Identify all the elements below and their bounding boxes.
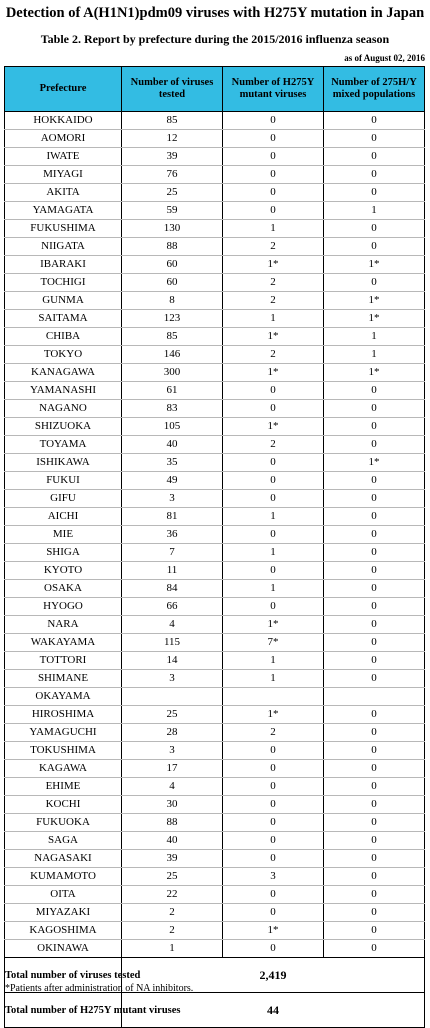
cell-mixed-populations: 0 [324, 832, 425, 850]
cell-prefecture: NAGANO [5, 400, 122, 418]
cell-mixed-populations: 1* [324, 454, 425, 472]
table-row [5, 922, 425, 940]
cell-viruses-tested: 115 [122, 634, 223, 652]
cell-viruses-tested: 25 [122, 706, 223, 724]
cell-viruses-tested: 40 [122, 832, 223, 850]
cell-prefecture: OSAKA [5, 580, 122, 598]
cell-mixed-populations: 0 [324, 634, 425, 652]
cell-viruses-tested: 85 [122, 112, 223, 130]
cell-viruses-tested: 3 [122, 742, 223, 760]
cell-viruses-tested: 11 [122, 562, 223, 580]
cell-h275y-mutant: 0 [223, 796, 324, 814]
cell-mixed-populations: 0 [324, 148, 425, 166]
table-row [5, 472, 425, 490]
cell-h275y-mutant: 0 [223, 940, 324, 958]
table-row [5, 652, 425, 670]
table-row [5, 166, 425, 184]
cell-viruses-tested: 81 [122, 508, 223, 526]
cell-mixed-populations: 0 [324, 814, 425, 832]
cell-prefecture: YAMANASHI [5, 382, 122, 400]
cell-mixed-populations: 0 [324, 526, 425, 544]
cell-viruses-tested: 30 [122, 796, 223, 814]
cell-h275y-mutant: 2 [223, 274, 324, 292]
cell-mixed-populations: 0 [324, 616, 425, 634]
cell-h275y-mutant: 0 [223, 526, 324, 544]
cell-viruses-tested: 40 [122, 436, 223, 454]
cell-viruses-tested: 300 [122, 364, 223, 382]
cell-h275y-mutant: 2 [223, 346, 324, 364]
table-row [5, 220, 425, 238]
cell-viruses-tested: 60 [122, 274, 223, 292]
cell-h275y-mutant: 0 [223, 760, 324, 778]
table-row [5, 868, 425, 886]
table-row [5, 580, 425, 598]
cell-mixed-populations: 0 [324, 130, 425, 148]
cell-viruses-tested: 4 [122, 616, 223, 634]
cell-viruses-tested: 22 [122, 886, 223, 904]
table-row [5, 904, 425, 922]
cell-prefecture: TOKUSHIMA [5, 742, 122, 760]
table-row [5, 292, 425, 310]
table-row [5, 364, 425, 382]
cell-h275y-mutant: 0 [223, 400, 324, 418]
table-row [5, 328, 425, 346]
total-mutant-value: 44 [122, 993, 425, 1028]
cell-h275y-mutant: 1 [223, 580, 324, 598]
header-h275y-mutant: Number of H275Y mutant viruses [223, 67, 324, 112]
cell-mixed-populations: 0 [324, 490, 425, 508]
cell-h275y-mutant: 1* [223, 256, 324, 274]
table-row [5, 490, 425, 508]
cell-viruses-tested: 105 [122, 418, 223, 436]
cell-viruses-tested: 66 [122, 598, 223, 616]
cell-prefecture: TOTTORI [5, 652, 122, 670]
cell-h275y-mutant: 0 [223, 886, 324, 904]
cell-prefecture: TOYAMA [5, 436, 122, 454]
header-mixed-populations: Number of 275H/Y mixed populations [324, 67, 425, 112]
cell-viruses-tested: 123 [122, 310, 223, 328]
cell-h275y-mutant: 0 [223, 166, 324, 184]
cell-prefecture: CHIBA [5, 328, 122, 346]
cell-mixed-populations: 1 [324, 328, 425, 346]
cell-mixed-populations: 0 [324, 508, 425, 526]
cell-prefecture: TOKYO [5, 346, 122, 364]
cell-mixed-populations: 0 [324, 418, 425, 436]
total-mutant-row [5, 993, 425, 1028]
cell-prefecture: SHIZUOKA [5, 418, 122, 436]
table-row [5, 814, 425, 832]
cell-viruses-tested: 12 [122, 130, 223, 148]
cell-prefecture: OKAYAMA [5, 688, 122, 706]
cell-h275y-mutant: 0 [223, 778, 324, 796]
cell-mixed-populations: 0 [324, 652, 425, 670]
cell-prefecture: KAGAWA [5, 760, 122, 778]
cell-h275y-mutant: 0 [223, 562, 324, 580]
table-row [5, 544, 425, 562]
table-body [5, 112, 425, 958]
table-row [5, 436, 425, 454]
cell-h275y-mutant: 1* [223, 364, 324, 382]
cell-mixed-populations: 0 [324, 184, 425, 202]
cell-viruses-tested: 17 [122, 760, 223, 778]
cell-prefecture: IBARAKI [5, 256, 122, 274]
table-header [5, 67, 425, 112]
cell-viruses-tested: 28 [122, 724, 223, 742]
cell-h275y-mutant: 1* [223, 616, 324, 634]
cell-mixed-populations: 0 [324, 868, 425, 886]
cell-prefecture: GUNMA [5, 292, 122, 310]
table-row [5, 742, 425, 760]
table-row [5, 886, 425, 904]
cell-mixed-populations: 0 [324, 472, 425, 490]
cell-mixed-populations: 0 [324, 796, 425, 814]
table-row [5, 256, 425, 274]
table-subtitle: Table 2. Report by prefecture during the 2015/2016 influenza season [40, 32, 390, 46]
cell-h275y-mutant: 0 [223, 382, 324, 400]
cell-mixed-populations: 0 [324, 760, 425, 778]
cell-mixed-populations: 0 [324, 274, 425, 292]
cell-prefecture: AKITA [5, 184, 122, 202]
cell-h275y-mutant: 0 [223, 454, 324, 472]
cell-prefecture: SAGA [5, 832, 122, 850]
cell-prefecture: AICHI [5, 508, 122, 526]
header-row [5, 67, 425, 112]
total-tested-value: 2,419 [122, 958, 425, 993]
cell-prefecture: IWATE [5, 148, 122, 166]
cell-prefecture: ISHIKAWA [5, 454, 122, 472]
cell-viruses-tested [122, 688, 223, 706]
cell-prefecture: KANAGAWA [5, 364, 122, 382]
cell-h275y-mutant: 0 [223, 814, 324, 832]
cell-mixed-populations: 1* [324, 292, 425, 310]
cell-mixed-populations [324, 688, 425, 706]
table-row [5, 274, 425, 292]
cell-viruses-tested: 84 [122, 580, 223, 598]
cell-h275y-mutant: 1 [223, 310, 324, 328]
cell-viruses-tested: 8 [122, 292, 223, 310]
cell-h275y-mutant: 2 [223, 238, 324, 256]
cell-prefecture: OITA [5, 886, 122, 904]
cell-h275y-mutant: 0 [223, 472, 324, 490]
cell-h275y-mutant: 0 [223, 184, 324, 202]
cell-prefecture: HYOGO [5, 598, 122, 616]
table-row [5, 670, 425, 688]
cell-h275y-mutant: 2 [223, 724, 324, 742]
cell-mixed-populations: 1 [324, 202, 425, 220]
cell-h275y-mutant: 1* [223, 418, 324, 436]
cell-h275y-mutant: 7* [223, 634, 324, 652]
cell-mixed-populations: 0 [324, 742, 425, 760]
cell-viruses-tested: 88 [122, 814, 223, 832]
table-row [5, 508, 425, 526]
table-row [5, 454, 425, 472]
cell-viruses-tested: 7 [122, 544, 223, 562]
table-row [5, 688, 425, 706]
table-row [5, 346, 425, 364]
cell-h275y-mutant: 2 [223, 292, 324, 310]
cell-mixed-populations: 0 [324, 922, 425, 940]
cell-h275y-mutant: 2 [223, 436, 324, 454]
cell-prefecture: SAITAMA [5, 310, 122, 328]
cell-viruses-tested: 39 [122, 850, 223, 868]
cell-prefecture: FUKUOKA [5, 814, 122, 832]
cell-mixed-populations: 0 [324, 436, 425, 454]
cell-prefecture: FUKUSHIMA [5, 220, 122, 238]
table-row [5, 634, 425, 652]
cell-prefecture: NAGASAKI [5, 850, 122, 868]
cell-prefecture: NIIGATA [5, 238, 122, 256]
cell-prefecture: KYOTO [5, 562, 122, 580]
cell-prefecture: MIYAZAKI [5, 904, 122, 922]
cell-mixed-populations: 0 [324, 778, 425, 796]
cell-prefecture: SHIMANE [5, 670, 122, 688]
cell-mixed-populations: 1* [324, 310, 425, 328]
cell-viruses-tested: 130 [122, 220, 223, 238]
cell-prefecture: HIROSHIMA [5, 706, 122, 724]
table-row [5, 598, 425, 616]
cell-h275y-mutant: 0 [223, 850, 324, 868]
cell-prefecture: NARA [5, 616, 122, 634]
table-row [5, 382, 425, 400]
cell-h275y-mutant: 0 [223, 202, 324, 220]
cell-viruses-tested: 2 [122, 922, 223, 940]
cell-mixed-populations: 0 [324, 706, 425, 724]
cell-viruses-tested: 4 [122, 778, 223, 796]
table-row [5, 562, 425, 580]
cell-prefecture: EHIME [5, 778, 122, 796]
cell-viruses-tested: 1 [122, 940, 223, 958]
cell-viruses-tested: 2 [122, 904, 223, 922]
cell-h275y-mutant: 3 [223, 868, 324, 886]
table-row [5, 202, 425, 220]
cell-h275y-mutant: 0 [223, 490, 324, 508]
cell-viruses-tested: 146 [122, 346, 223, 364]
table-row [5, 418, 425, 436]
cell-viruses-tested: 3 [122, 670, 223, 688]
cell-prefecture: FUKUI [5, 472, 122, 490]
cell-h275y-mutant: 0 [223, 130, 324, 148]
cell-viruses-tested: 76 [122, 166, 223, 184]
cell-h275y-mutant: 1* [223, 328, 324, 346]
table-row [5, 616, 425, 634]
table-row [5, 526, 425, 544]
cell-mixed-populations: 1* [324, 364, 425, 382]
cell-mixed-populations: 0 [324, 850, 425, 868]
cell-mixed-populations: 0 [324, 598, 425, 616]
cell-viruses-tested: 88 [122, 238, 223, 256]
table-row [5, 706, 425, 724]
cell-prefecture: MIE [5, 526, 122, 544]
cell-mixed-populations: 0 [324, 112, 425, 130]
total-mutant-label: Total number of H275Y mutant viruses [5, 993, 122, 1028]
cell-mixed-populations: 0 [324, 238, 425, 256]
cell-prefecture: MIYAGI [5, 166, 122, 184]
cell-prefecture: AOMORI [5, 130, 122, 148]
cell-h275y-mutant: 0 [223, 112, 324, 130]
cell-prefecture: TOCHIGI [5, 274, 122, 292]
report-title: Detection of A(H1N1)pdm09 viruses with H275Y mutation in Japan [5, 5, 425, 21]
cell-prefecture: WAKAYAMA [5, 634, 122, 652]
cell-prefecture: GIFU [5, 490, 122, 508]
table-row [5, 832, 425, 850]
header-prefecture: Prefecture [5, 67, 122, 112]
table-row [5, 238, 425, 256]
table-row [5, 760, 425, 778]
cell-mixed-populations: 1* [324, 256, 425, 274]
cell-viruses-tested: 3 [122, 490, 223, 508]
cell-prefecture: YAMAGUCHI [5, 724, 122, 742]
cell-h275y-mutant: 0 [223, 904, 324, 922]
cell-mixed-populations: 0 [324, 940, 425, 958]
cell-h275y-mutant: 1 [223, 670, 324, 688]
table-row [5, 184, 425, 202]
cell-mixed-populations: 0 [324, 562, 425, 580]
cell-prefecture: SHIGA [5, 544, 122, 562]
cell-prefecture: KAGOSHIMA [5, 922, 122, 940]
cell-mixed-populations: 0 [324, 220, 425, 238]
cell-viruses-tested: 25 [122, 184, 223, 202]
table-row [5, 850, 425, 868]
cell-mixed-populations: 0 [324, 580, 425, 598]
cell-viruses-tested: 83 [122, 400, 223, 418]
cell-h275y-mutant: 1* [223, 922, 324, 940]
cell-mixed-populations: 0 [324, 400, 425, 418]
cell-h275y-mutant: 1* [223, 706, 324, 724]
cell-h275y-mutant: 1 [223, 508, 324, 526]
cell-h275y-mutant: 0 [223, 742, 324, 760]
cell-viruses-tested: 25 [122, 868, 223, 886]
cell-mixed-populations: 0 [324, 886, 425, 904]
cell-viruses-tested: 85 [122, 328, 223, 346]
cell-mixed-populations: 0 [324, 724, 425, 742]
table-row [5, 130, 425, 148]
as-of-date: as of August 02, 2016 [344, 53, 425, 63]
cell-mixed-populations: 0 [324, 544, 425, 562]
cell-viruses-tested: 35 [122, 454, 223, 472]
cell-viruses-tested: 14 [122, 652, 223, 670]
cell-mixed-populations: 0 [324, 904, 425, 922]
cell-h275y-mutant [223, 688, 324, 706]
cell-viruses-tested: 36 [122, 526, 223, 544]
cell-mixed-populations: 0 [324, 670, 425, 688]
table-row [5, 940, 425, 958]
cell-h275y-mutant: 1 [223, 220, 324, 238]
header-viruses-tested: Number of viruses tested [122, 67, 223, 112]
cell-h275y-mutant: 0 [223, 832, 324, 850]
cell-prefecture: HOKKAIDO [5, 112, 122, 130]
table-row [5, 778, 425, 796]
cell-mixed-populations: 0 [324, 166, 425, 184]
cell-viruses-tested: 61 [122, 382, 223, 400]
table-row [5, 724, 425, 742]
prefecture-report-table [4, 66, 425, 1028]
table-row [5, 310, 425, 328]
table-row [5, 796, 425, 814]
cell-h275y-mutant: 1 [223, 544, 324, 562]
cell-prefecture: KOCHI [5, 796, 122, 814]
cell-viruses-tested: 60 [122, 256, 223, 274]
cell-viruses-tested: 59 [122, 202, 223, 220]
cell-prefecture: KUMAMOTO [5, 868, 122, 886]
footnote: *Patients after administration of NA inhibitors. [5, 983, 194, 994]
table-row [5, 400, 425, 418]
table-row [5, 112, 425, 130]
cell-h275y-mutant: 1 [223, 652, 324, 670]
cell-prefecture: OKINAWA [5, 940, 122, 958]
cell-viruses-tested: 49 [122, 472, 223, 490]
cell-mixed-populations: 0 [324, 382, 425, 400]
cell-viruses-tested: 39 [122, 148, 223, 166]
cell-h275y-mutant: 0 [223, 148, 324, 166]
cell-h275y-mutant: 0 [223, 598, 324, 616]
cell-mixed-populations: 1 [324, 346, 425, 364]
cell-prefecture: YAMAGATA [5, 202, 122, 220]
table-row [5, 148, 425, 166]
total-tested-label: Total number of viruses tested [5, 958, 122, 993]
